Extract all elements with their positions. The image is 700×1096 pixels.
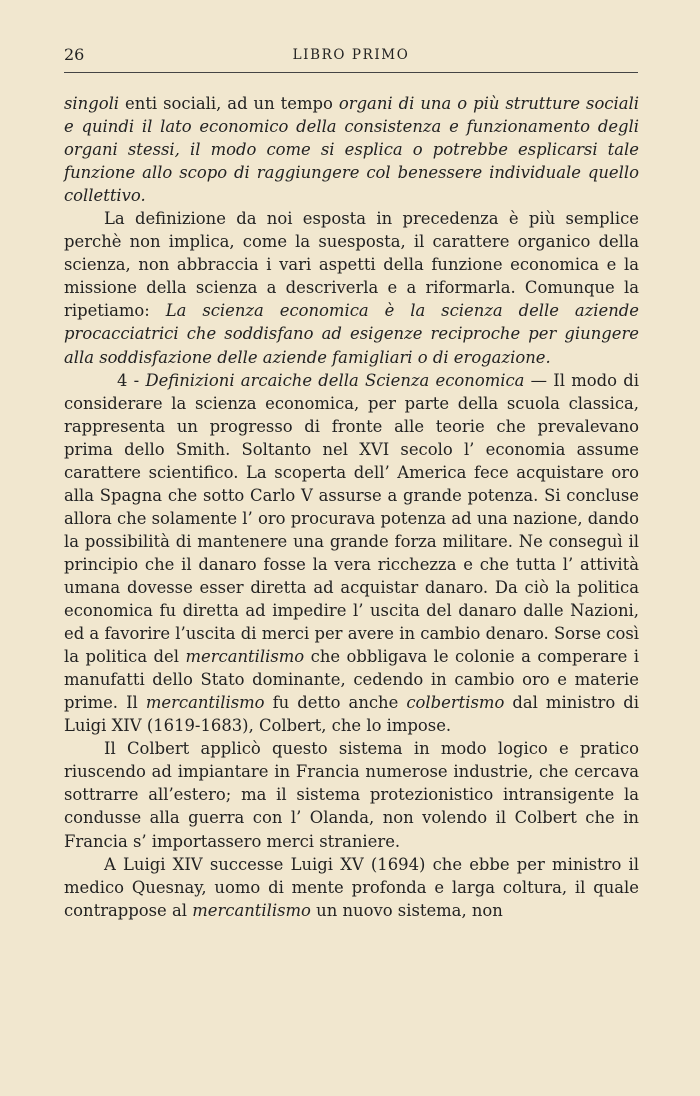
italic-text: organi di una o più strutture sociali e quindi il lato economico della consistenza e funzionamento degli organi stessi, il modo come si esplica o potrebbe esplicarsi tale funzione allo scopo di raggiungere col benessere individuale quello collettivo.	[64, 94, 639, 206]
text-run: Il Colbert applicò questo sistema in modo logico e pratico riuscendo ad impiantare in Francia numerose industrie, che cercava sottrarre all’estero; ma il sistema protezionistico intransigente la condusse alla guerra con l’ Olanda, non volendo il Colbert che in Francia s’ importassero merci straniere.	[64, 739, 639, 851]
italic-text: mercantilismo	[145, 693, 265, 713]
italic-text: Definizioni arcaiche della Scienza economica	[145, 370, 525, 390]
running-title: LIBRO PRIMO	[292, 47, 410, 63]
text-run: enti sociali, ad un tempo	[119, 94, 339, 113]
paragraph	[64, 207, 639, 368]
text-run: fu detto anche	[264, 693, 407, 713]
header-rule	[64, 72, 638, 73]
italic-text: singoli	[64, 94, 120, 113]
paragraph	[64, 853, 639, 922]
paragraph	[64, 92, 639, 207]
italic-text: mercantilismo	[192, 900, 311, 920]
text-run: 4 -	[117, 370, 146, 390]
text-run: A Luigi XIV successe Luigi XV (1694) che ebbe per ministro il medico Quesnay, uomo di mente profonda e larga coltura, il quale contrappose al	[64, 854, 639, 920]
paragraph	[64, 369, 639, 738]
text-run: che obbligava le colonie a comperare i manufatti dello Stato dominante, cedendo in cambio oro e materie prime. Il	[64, 647, 639, 713]
italic-text: colbertismo	[406, 693, 505, 713]
paragraph	[64, 737, 639, 852]
text-run: dal ministro di Luigi XIV (1619-1683), Colbert, che lo impose.	[64, 693, 639, 736]
italic-text: mercantilismo	[185, 647, 305, 667]
italic-text: La scienza economica è la scienza delle aziende procacciatrici che soddisfano ad esigenze reciproche per giungere alla soddisfazione delle aziende famigliari o di erogazione.	[64, 301, 639, 367]
page-number: 26	[64, 45, 85, 64]
text-run: La definizione da noi esposta in precedenza è più semplice perchè non implica, come la suesposta, il carattere organico della scienza, non abbraccia i vari aspetti della funzione economica e la missione della scienza a descriverla e a riformarla. Comunque la ripetiamo:	[64, 209, 639, 321]
text-run: — Il modo di considerare la scienza economica, per parte della scuola classica, rappresenta un progresso di fronte alle teorie che prevalevano prima dello Smith. Soltanto nel XVI secolo l’ economia assume carattere scientifico. La scoperta dell’ America fece acquistare oro alla Spagna che sotto Carlo V assurse a grande potenza. Si concluse allora che solamente l’ oro procurava potenza ad una nazione, dando la possibilità di mantenere una grande forza militare. Ne conseguì il principio che il danaro fosse la vera ricchezza e che tutta l’ attività umana dovesse esser diretta ad acquistar danaro. Da ciò la politica economica fu diretta ad impedire l’ uscita del danaro dalle Nazioni, ed a favorire l’uscita di merci per avere in cambio denaro. Sorse così la politica del	[64, 370, 640, 667]
text-run: un nuovo sistema, non	[310, 900, 503, 920]
body-text	[64, 92, 639, 922]
page-header	[64, 45, 638, 67]
